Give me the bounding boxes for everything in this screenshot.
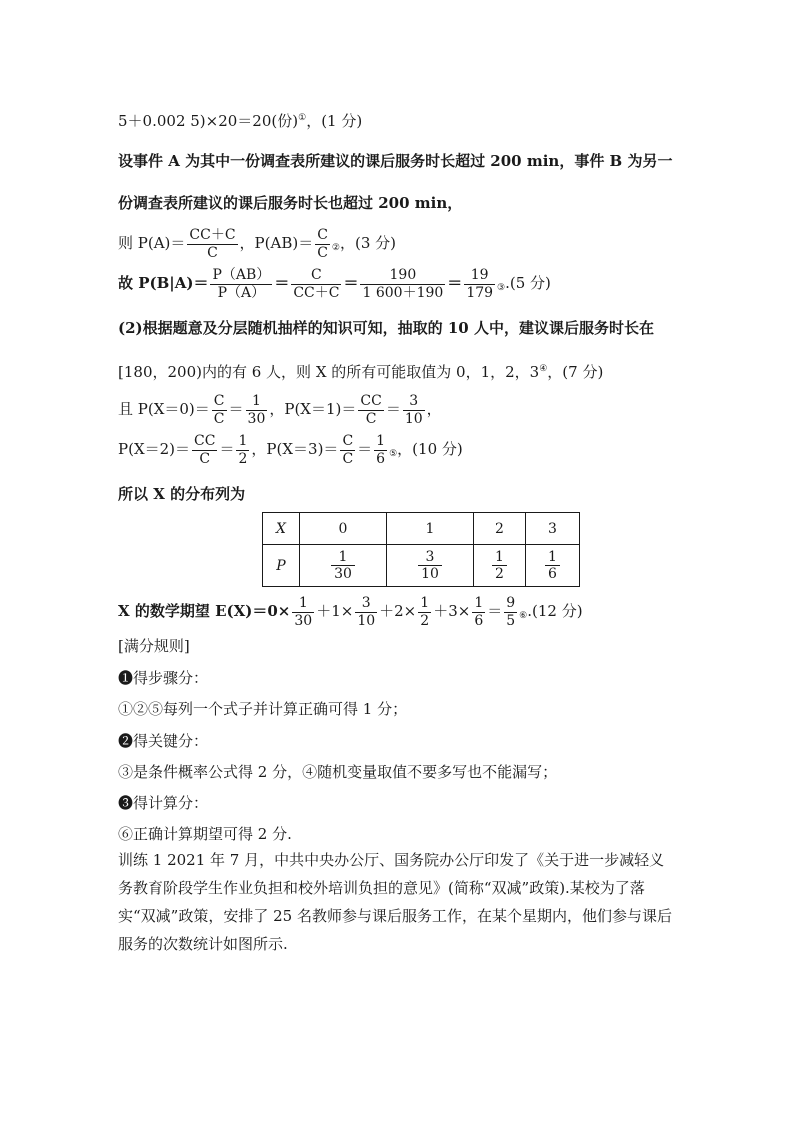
fraction: $\frac{3}{10}$	[357, 594, 376, 629]
rule-2-text: ③是条件概率公式得 2 分，④随机变量取值不要多写也不能漏写；	[118, 763, 558, 781]
line-1: 5＋0.002 5)×20＝20(份)①，(1 分)	[118, 112, 363, 130]
line-2: 设事件 A 为其中一份调查表所建议的课后服务时长超过 200 min，事件 B 为另一	[118, 152, 673, 170]
formula-expectation: X 的数学期望 E(X)＝0× $\frac{1}{30}$ ＋1× $\frac{3}{10}$ ＋2× $\frac{1}{2}$ ＋3× $\frac{1}{6}$ ＝ $\frac{9}{5}$ ⑥.(12 分)	[118, 594, 583, 629]
fraction: $\frac{190}{1 600+190}$	[362, 266, 444, 301]
fraction: $\frac{19}{179}$	[466, 266, 494, 301]
line-10: 所以 X 的分布列为	[118, 485, 246, 503]
fraction: $\frac{1}{30}$	[247, 392, 266, 427]
fraction: $\frac{3}{10}$	[404, 392, 423, 427]
fraction: $\frac{1}{6}$	[474, 594, 484, 629]
table-row: X 0 1 2 3	[263, 513, 580, 545]
formula-pA: 则 P(A)＝ $\frac{CC+C}{C}$ ，P(AB)＝ $\frac{C}{C}$ ②，(3 分)	[118, 226, 397, 261]
rule-1-text: ①②⑤每列一个式子并计算正确可得 1 分；	[118, 700, 408, 718]
fraction: $\frac{1}{30}$	[294, 594, 313, 629]
formula-px1: 且 P(X＝0)＝ $\frac{C}{C}$ ＝ $\frac{1}{30}$ ，P(X＝1)＝ $\frac{CC}{C}$ ＝ $\frac{3}{10}$ ，	[118, 392, 442, 427]
formula-px2: P(X＝2)＝ $\frac{CC}{C}$ ＝ $\frac{1}{2}$ ，P(X＝3)＝ $\frac{C}{C}$ ＝ $\frac{1}{6}$ ⑤，(10 分)	[118, 432, 463, 467]
rule-3-text: ⑥正确计算期望可得 2 分.	[118, 825, 292, 843]
rule-1-title: ❶得步骤分：	[118, 669, 209, 687]
line-3: 份调查表所建议的课后服务时长也超过 200 min，	[118, 194, 463, 212]
fraction: $\frac{1}{2}$	[238, 432, 248, 467]
fraction: $\frac{P(AB)}{P(A)}$	[212, 266, 271, 301]
distribution-table	[262, 512, 580, 587]
fraction: $\frac{CC}{C}$	[360, 392, 382, 427]
fraction: $\frac{CC}{C}$	[194, 432, 216, 467]
line-6: (2)根据题意及分层随机抽样的知识可知，抽取的 10 人中，建议课后服务时长在	[118, 319, 654, 337]
fraction: $\frac{C}{CC+C}$	[293, 266, 340, 301]
fraction: $\frac{CC+C}{C}$	[189, 226, 236, 261]
training-paragraph: 训练 1 2021 年 7 月，中共中央办公厅、国务院办公厅印发了《关于进一步减轻义务教育阶段学生作业负担和校外培训负担的意见》(简称“双减”政策).某校为了落实“双减”政策，安排了 25 名教师参与课后服务工作，在某个星期内，他们参与课后服务的次数统计如图所示.	[118, 851, 672, 953]
table-row: P $\frac{1}{30}$ $\frac{3}{10}$ $\frac{1}{2}$ $\frac{1}{6}$	[263, 545, 580, 587]
fraction: $\frac{1}{6}$	[376, 432, 386, 467]
fraction: $\frac{C}{C}$	[213, 392, 225, 427]
fraction: $\frac{C}{C}$	[342, 432, 354, 467]
line-7: [180，200)内的有 6 人，则 X 的所有可能取值为 0，1，2，3④，(7 分)	[118, 363, 604, 381]
formula-pBA: 故 P(B|A)＝ $\frac{P(AB)}{P(A)}$ ＝ $\frac{C}{CC+C}$ ＝ $\frac{190}{1 600+190}$ ＝ $\frac{19}{179}$ ③.(5 分)	[118, 266, 551, 301]
fraction: $\frac{C}{C}$	[317, 226, 328, 261]
rule-2-title: ❷得关键分：	[118, 732, 209, 750]
rule-3-title: ❸得计算分：	[118, 794, 209, 812]
fraction: $\frac{9}{5}$	[506, 594, 516, 629]
rules-title: [满分规则]	[118, 637, 190, 655]
fraction: $\frac{1}{2}$	[420, 594, 430, 629]
